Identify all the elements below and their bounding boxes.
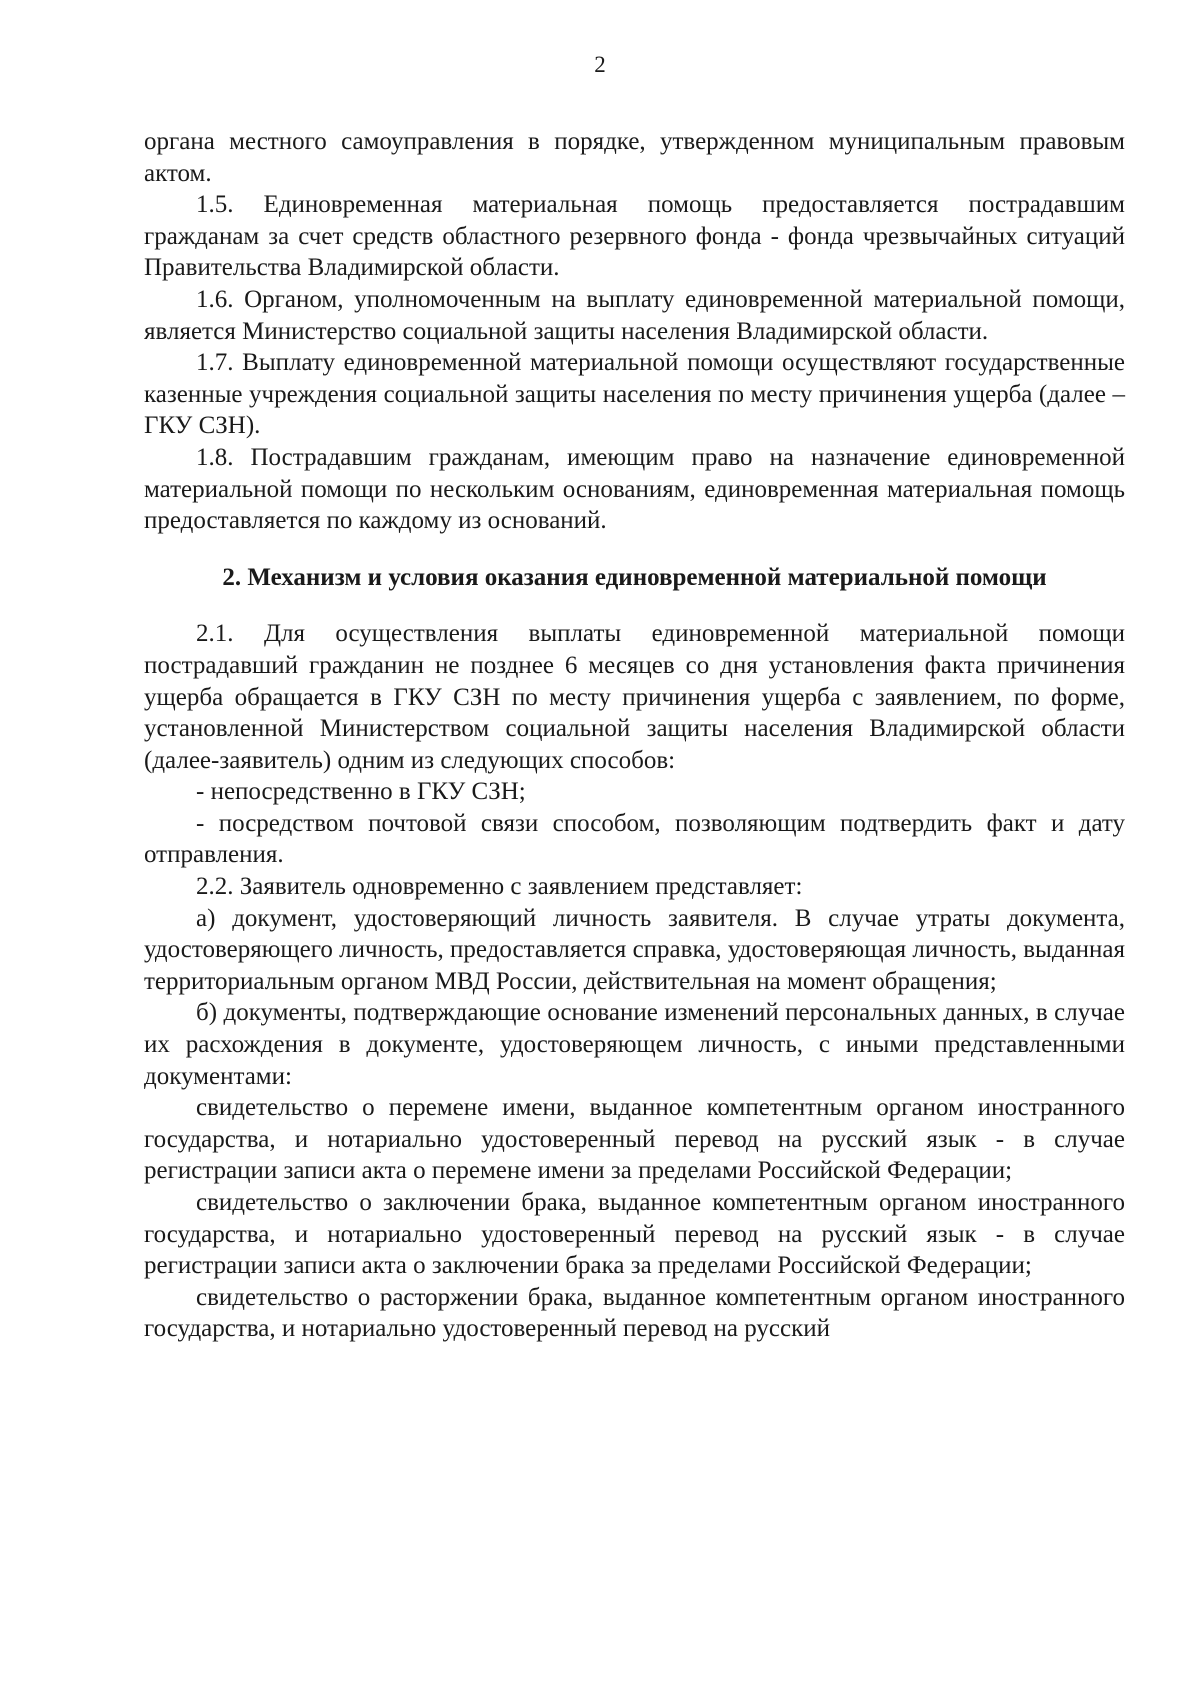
paragraph: 2.1. Для осуществления выплаты единовременной материальной помощи пострадавший гражданин не позднее 6 месяцев со дня установления факта причинения ущерба обращается в ГКУ СЗН по месту причинения ущерба с заявлением, по форме, установленной Министерством социальной защиты населения Владимирской области (далее-заявитель) одним из следующих способов: [144,620,1125,774]
paragraph: 2.2. Заявитель одновременно с заявлением представляет: [196,873,803,901]
section-2-body [144,618,1125,1345]
paragraph: 1.8. Пострадавшим гражданам, имеющим право на назначение единовременной материальной помощи по нескольким основаниям, единовременная материальная помощь предоставляется по каждому из оснований. [144,443,1125,535]
page-number: 2 [594,52,606,77]
paragraph: органа местного самоуправления в порядке, утвержденном муниципальным правовым актом. [144,128,1125,187]
paragraph: а) документ, удостоверяющий личность заявителя. В случае утраты документа, удостоверяющего личность, предоставляется справка, удостоверяющая личность, выданная территориальным органом МВД России, действительная на момент обращения; [144,904,1125,995]
section-1-continuation [144,126,1125,537]
paragraph: 1.7. Выплату единовременной материальной помощи осуществляют государственные казенные учреждения социальной защиты населения по месту причинения ущерба (далее – ГКУ СЗН). [144,349,1125,440]
paragraph: - непосредственно в ГКУ СЗН; [196,778,526,806]
paragraph: свидетельство о расторжении брака, выданное компетентным органом иностранного государства, и нотариально удостоверенный перевод на русский [144,1283,1125,1343]
paragraph: 1.5. Единовременная материальная помощь предоставляется пострадавшим гражданам за счет средств областного резервного фонда - фонда чрезвычайных ситуаций Правительства Владимирской области. [144,191,1125,282]
paragraph: б) документы, подтверждающие основание изменений персональных данных, в случае их расхождения в документе, удостоверяющем личность, с иными представленными документами: [144,999,1125,1090]
paragraph: 1.6. Органом, уполномоченным на выплату единовременной материальной помощи, является Министерство социальной защиты населения Владимирской области. [144,285,1125,345]
document-body [144,126,1125,1345]
section-heading: 2. Механизм и условия оказания единовременной материальной помощи [222,563,1047,591]
paragraph: - посредством почтовой связи способом, позволяющим подтвердить факт и дату отправления. [144,809,1125,869]
paragraph: свидетельство о заключении брака, выданное компетентным органом иностранного государства, и нотариально удостоверенный перевод на русский язык - в случае регистрации записи акта о заключении брака за пределами Российской Федерации; [144,1189,1125,1280]
paragraph: свидетельство о перемене имени, выданное компетентным органом иностранного государства, и нотариально удостоверенный перевод на русский язык - в случае регистрации записи акта о перемене имени за пределами Российской Федерации; [144,1094,1125,1185]
